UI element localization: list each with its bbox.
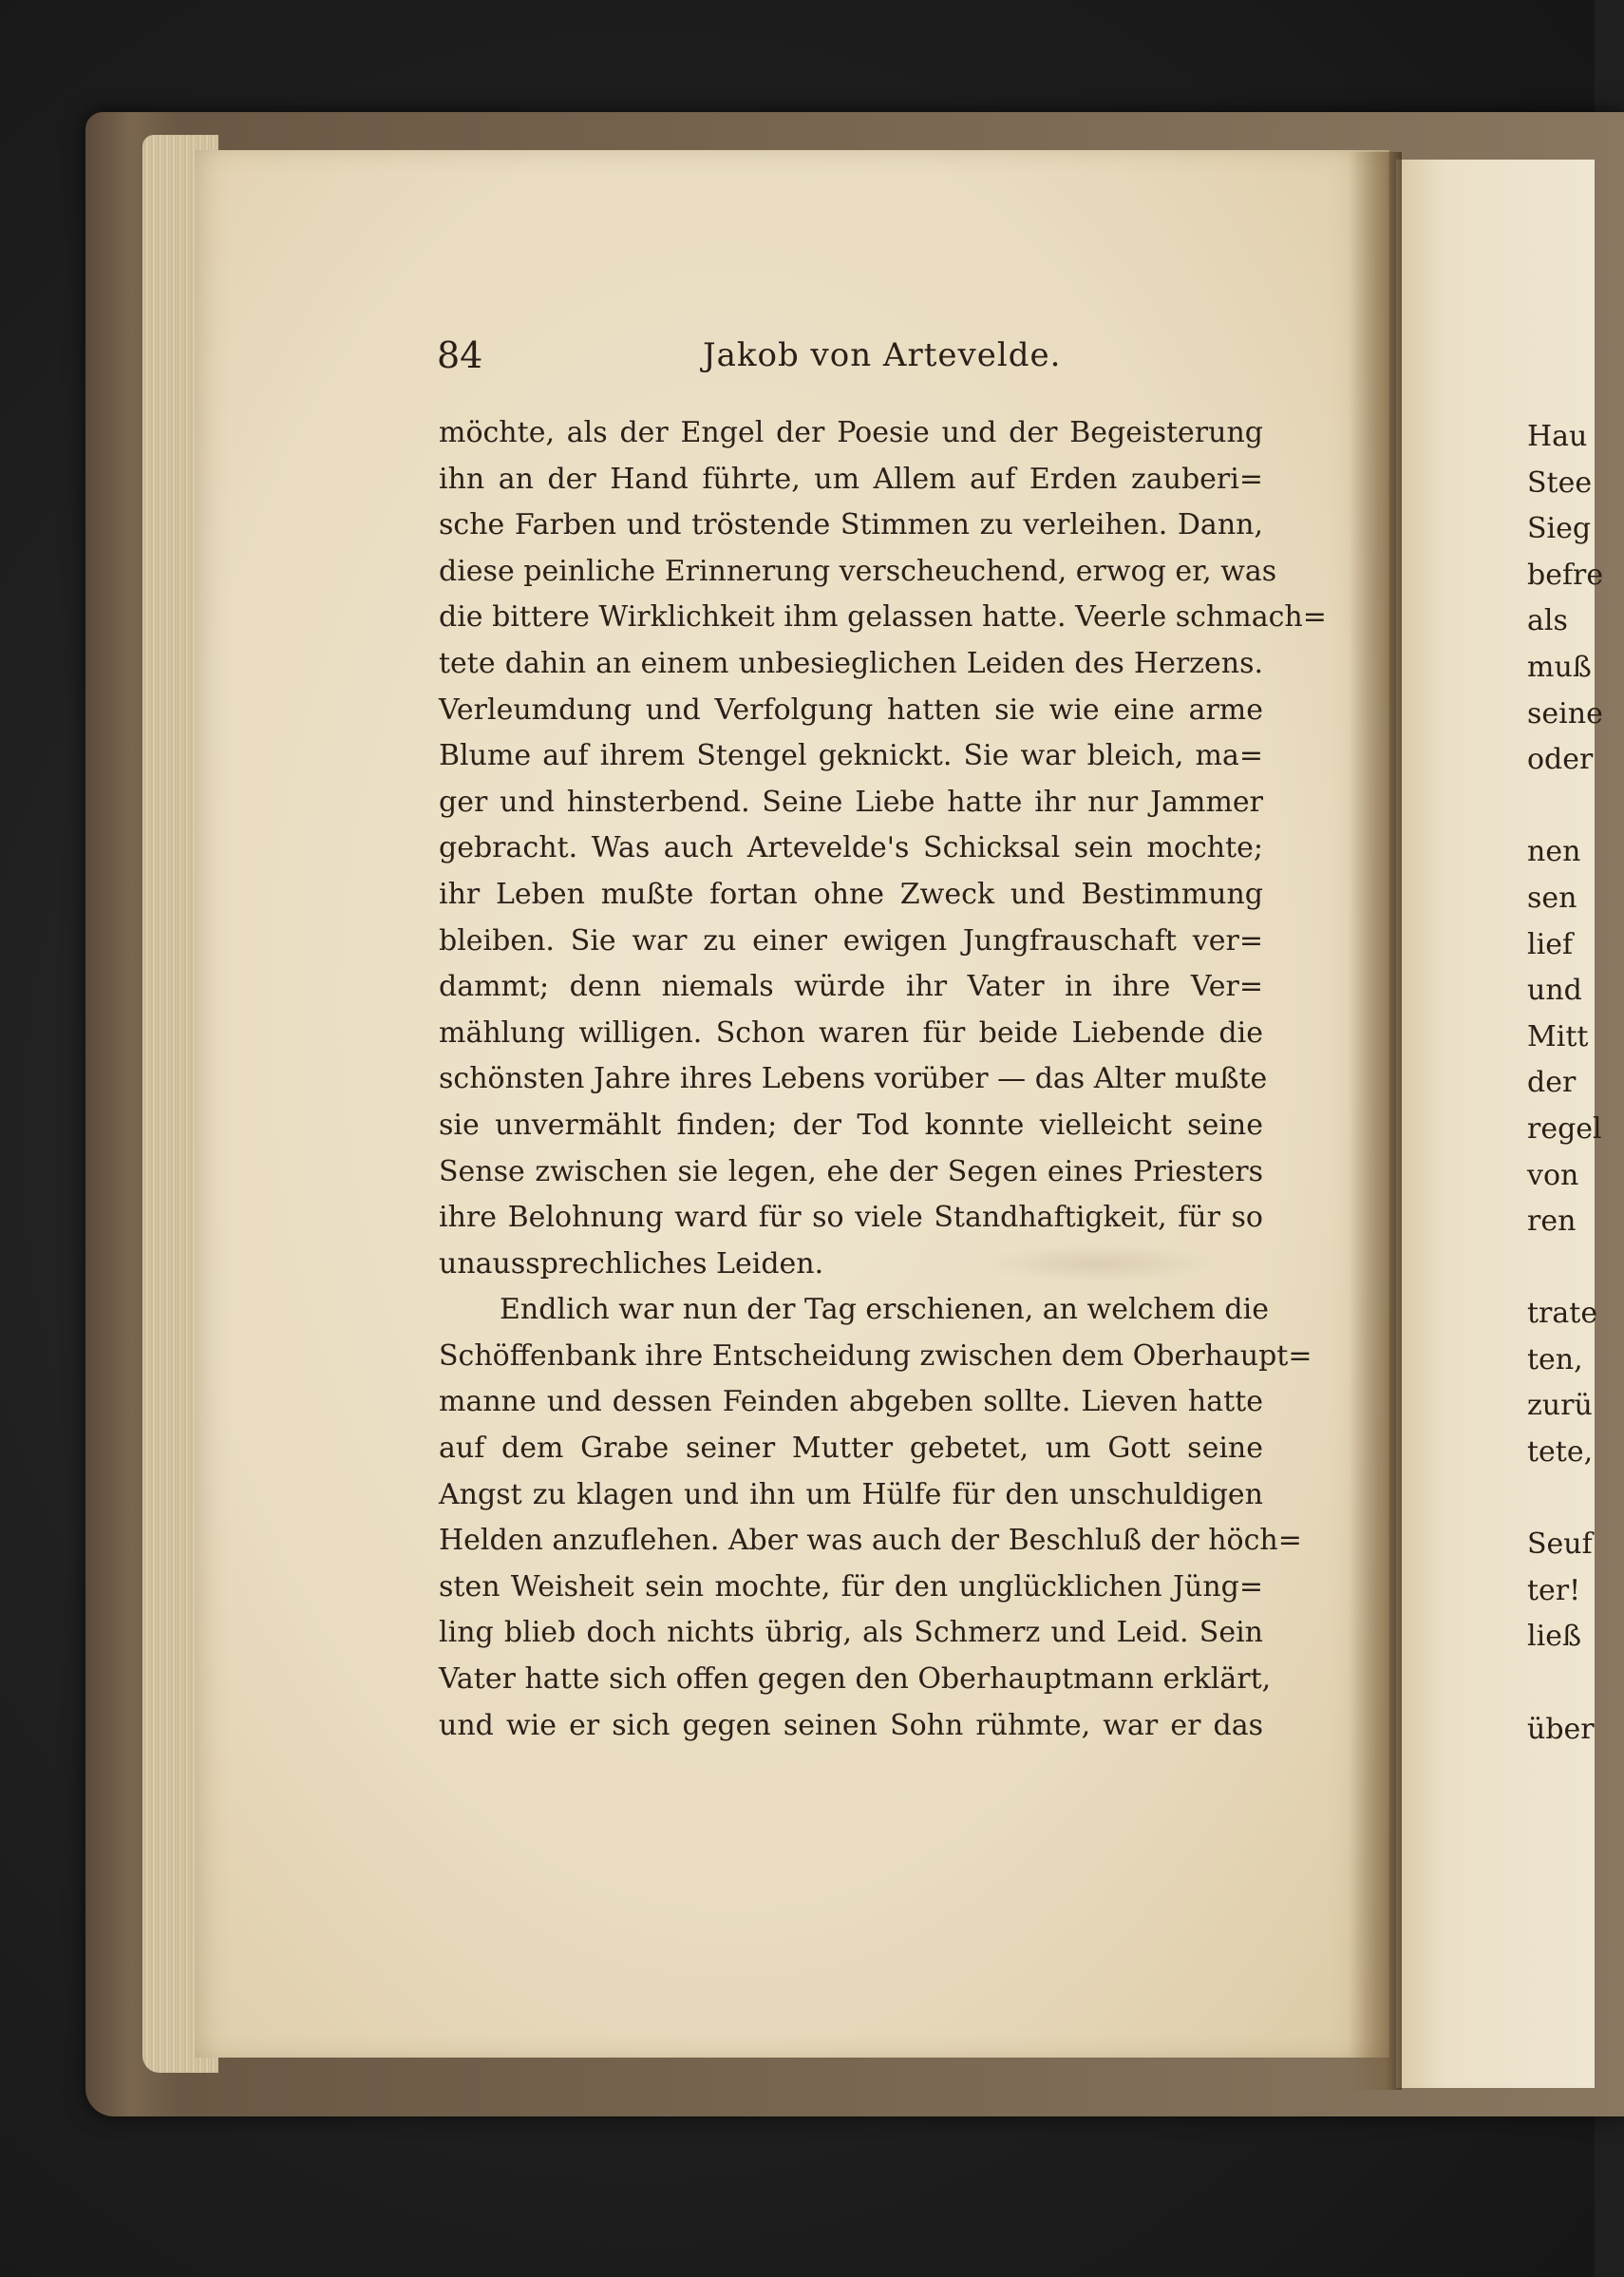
book-gutter [1349, 152, 1402, 2090]
text-fragment: ten, [1527, 1342, 1583, 1376]
text-line: dammt; denn niemals würde ihr Vater in ihre Ver= [439, 970, 1263, 1004]
text-fragment: zurü [1527, 1389, 1593, 1423]
text-fragment: Mitt [1527, 1019, 1589, 1053]
text-line: Schöffenbank ihre Entscheidung zwischen dem Oberhaupt= [439, 1338, 1312, 1373]
text-fragment: muß [1527, 650, 1592, 684]
text-line: ihr Leben mußte fortan ohne Zweck und Bestimmung [439, 877, 1263, 911]
text-line: schönsten Jahre ihres Lebens vorüber — das Alter mußte [439, 1062, 1268, 1096]
text-line: tete dahin an einem unbesieglichen Leiden des Herzens. [439, 646, 1263, 680]
text-line: ihn an der Hand führte, um Allem auf Erden zauberi= [439, 462, 1263, 496]
text-fragment [1527, 784, 1603, 830]
text-fragment: seine [1527, 696, 1603, 731]
text-fragment: der [1527, 1066, 1577, 1100]
text-line: gebracht. Was auch Artevelde's Schicksal sein mochte; [439, 831, 1263, 865]
text-fragment: ließ [1527, 1620, 1581, 1654]
page-number: 84 [437, 334, 483, 376]
running-head [0, 334, 1595, 382]
text-fragment [1527, 1245, 1603, 1292]
text-fragment: oder [1527, 743, 1594, 777]
text-fragment: Sieg [1527, 512, 1592, 546]
text-line: diese peinliche Erinnerung verscheuchend, erwog er, was [439, 554, 1277, 588]
text-line: sie unvermählt finden; der Tod konnte vielleicht seine [439, 1108, 1263, 1142]
running-title: Jakob von Artevelde. [703, 336, 1062, 374]
text-line: auf dem Grabe seiner Mutter gebetet, um Gott seine [439, 1432, 1263, 1466]
text-line: manne und dessen Feinden abgeben sollte. Lieven hatte [439, 1385, 1263, 1419]
text-fragment: nen [1527, 835, 1581, 869]
text-fragment: ter! [1527, 1573, 1581, 1607]
text-line: bleiben. Sie war zu einer ewigen Jungfrauschaft ver= [439, 923, 1263, 958]
text-fragment [1527, 1476, 1603, 1523]
text-line: sten Weisheit sein mochte, für den unglücklichen Jüng= [439, 1569, 1263, 1603]
text-line: ihre Belohnung ward für so viele Standhaftigkeit, für so [439, 1201, 1263, 1235]
text-line: sche Farben und tröstende Stimmen zu verleihen. Dann, [439, 508, 1263, 542]
text-line: Helden anzuflehen. Aber was auch der Beschluß der höch= [439, 1524, 1302, 1558]
text-line: Verleumdung und Verfolgung hatten sie wie eine arme [439, 693, 1263, 727]
text-fragment: befre [1527, 558, 1604, 592]
text-fragment: lief [1527, 927, 1574, 961]
text-line: die bittere Wirklichkeit ihm gelassen hatte. Veerle schmach= [439, 600, 1327, 635]
text-fragment: Stee [1527, 465, 1593, 500]
text-fragment: sen [1527, 881, 1577, 915]
text-line: mählung willigen. Schon waren für beide Liebende die [439, 1015, 1263, 1050]
text-fragment: tete, [1527, 1435, 1594, 1470]
paragraph-start-line: Endlich war nun der Tag erschienen, an welchem die [500, 1293, 1269, 1327]
text-fragment: über [1527, 1712, 1595, 1746]
text-line: Sense zwischen sie legen, ehe der Segen eines Priesters [439, 1154, 1263, 1188]
text-line: Blume auf ihrem Stengel geknickt. Sie war bleich, ma= [439, 739, 1263, 773]
text-fragment: regel [1527, 1111, 1602, 1146]
text-fragment: Seuf [1527, 1527, 1593, 1562]
left-page-text [439, 410, 1327, 1749]
text-fragment: und [1527, 974, 1582, 1008]
text-fragment: Hau [1527, 420, 1588, 453]
text-fragment: als [1527, 604, 1568, 638]
text-line: Vater hatte sich offen gegen den Oberhauptmann erklärt, [439, 1662, 1272, 1697]
text-fragment: trate [1527, 1297, 1598, 1331]
text-line: möchte, als der Engel der Poesie und der Begeisterung [439, 416, 1263, 449]
text-fragment [1527, 1660, 1603, 1707]
right-page-text-fragments [1527, 414, 1603, 1753]
text-line: ger und hinsterbend. Seine Liebe hatte ihr nur Jammer [439, 785, 1263, 819]
text-fragment: von [1527, 1158, 1579, 1192]
text-line: und wie er sich gegen seinen Sohn rühmte, war er das [439, 1708, 1263, 1742]
text-fragment: ren [1527, 1205, 1577, 1239]
text-line: ling blieb doch nichts übrig, als Schmerz und Leid. Sein [439, 1616, 1263, 1650]
paragraph-end-line: unaussprechliches Leiden. [439, 1246, 824, 1281]
text-line: Angst zu klagen und ihn um Hülfe für den unschuldigen [439, 1477, 1263, 1511]
